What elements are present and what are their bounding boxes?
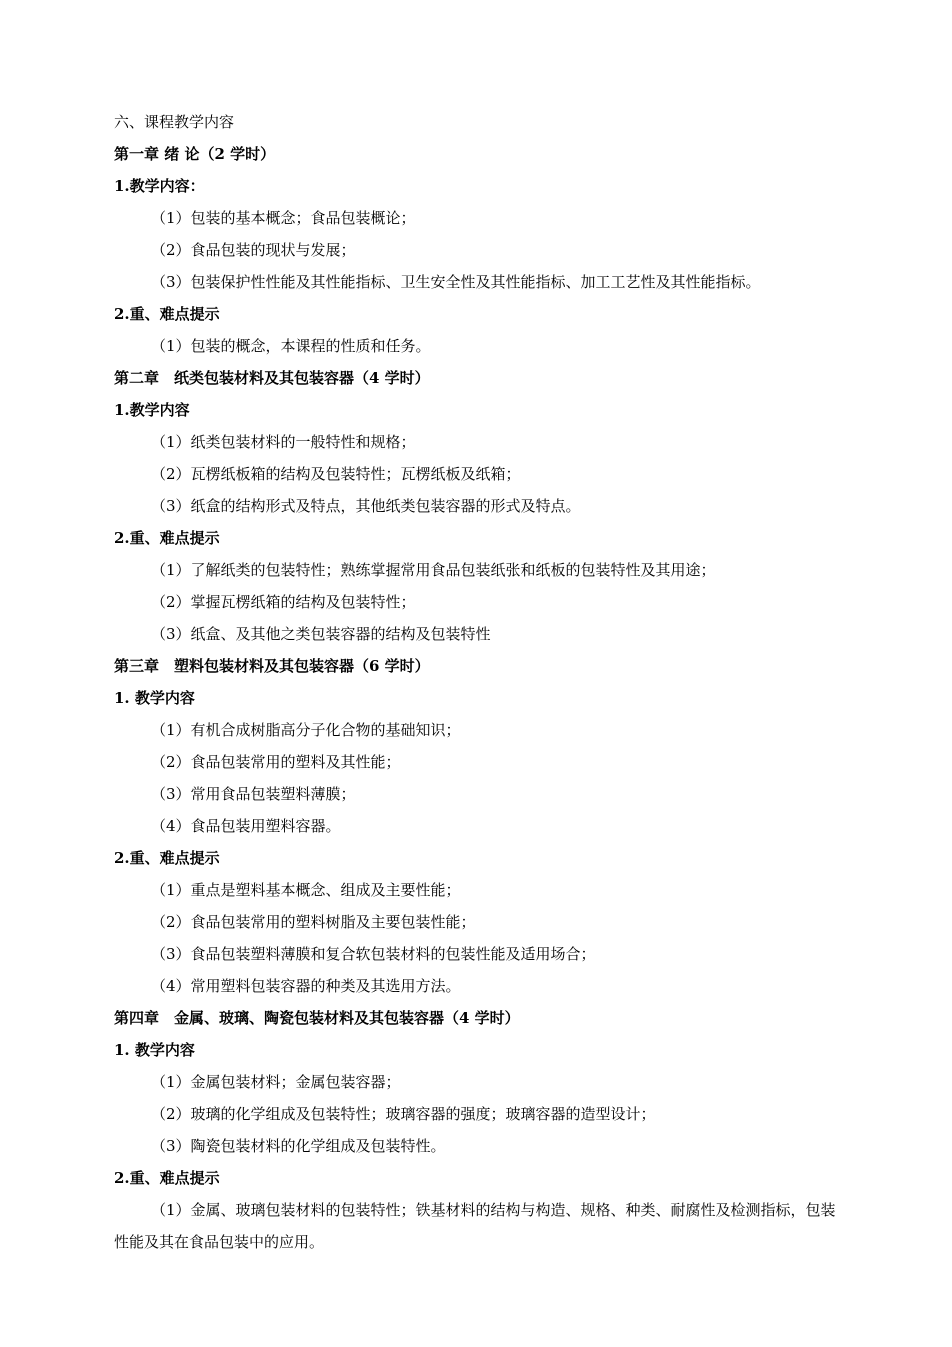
chapter-3-teaching-label: 1. 教学内容 bbox=[114, 689, 195, 707]
chapter-1-teaching-item-2: （2）食品包装的现状与发展； bbox=[151, 241, 356, 259]
chapter-3-key-label: 2.重、难点提示 bbox=[114, 849, 220, 867]
chapter-2-key-item-1: （1）了解纸类的包装特性；熟练掌握常用食品包装纸张和纸板的包装特性及其用途； bbox=[151, 561, 716, 579]
section-title: 六、课程教学内容 bbox=[114, 113, 235, 131]
chapter-3-key-item-4: （4）常用塑料包装容器的种类及其选用方法。 bbox=[151, 977, 461, 995]
chapter-2-key-item-3: （3）纸盒、及其他之类包装容器的结构及包装特性 bbox=[151, 625, 491, 643]
chapter-3-teaching-item-1: （1）有机合成树脂高分子化合物的基础知识； bbox=[151, 721, 461, 739]
chapter-4-teaching-label: 1. 教学内容 bbox=[114, 1041, 195, 1059]
chapter-1-key-item-1: （1）包装的概念，本课程的性质和任务。 bbox=[151, 337, 431, 355]
chapter-3-title: 第三章 塑料包装材料及其包装容器（6 学时） bbox=[114, 657, 430, 675]
chapter-1-teaching-item-3: （3）包装保护性性能及其性能指标、卫生安全性及其性能指标、加工工艺性及其性能指标。 bbox=[151, 273, 761, 291]
chapter-2-teaching-item-1: （1）纸类包装材料的一般特性和规格； bbox=[151, 433, 416, 451]
chapter-3-teaching-item-2: （2）食品包装常用的塑料及其性能； bbox=[151, 753, 401, 771]
chapter-2-key-label: 2.重、难点提示 bbox=[114, 529, 220, 547]
chapter-1-teaching-label: 1.教学内容： bbox=[114, 177, 205, 195]
chapter-1-title: 第一章 绪 论（2 学时） bbox=[114, 145, 276, 163]
chapter-4-title: 第四章 金属、玻璃、陶瓷包装材料及其包装容器（4 学时） bbox=[114, 1009, 520, 1027]
chapter-2-teaching-item-3: （3）纸盒的结构形式及特点，其他纸类包装容器的形式及特点。 bbox=[151, 497, 581, 515]
chapter-3-key-item-2: （2）食品包装常用的塑料树脂及主要包装性能； bbox=[151, 913, 476, 931]
chapter-2-title: 第二章 纸类包装材料及其包装容器（4 学时） bbox=[114, 369, 430, 387]
chapter-3-key-item-3: （3）食品包装塑料薄膜和复合软包装材料的包装性能及适用场合； bbox=[151, 945, 596, 963]
chapter-4-teaching-item-3: （3）陶瓷包装材料的化学组成及包装特性。 bbox=[151, 1137, 446, 1155]
chapter-4-teaching-item-2: （2）玻璃的化学组成及包装特性；玻璃容器的强度；玻璃容器的造型设计； bbox=[151, 1105, 656, 1123]
chapter-1-teaching-item-1: （1）包装的基本概念；食品包装概论； bbox=[151, 209, 416, 227]
chapter-4-teaching-item-1: （1）金属包装材料；金属包装容器； bbox=[151, 1073, 401, 1091]
chapter-3-teaching-item-4: （4）食品包装用塑料容器。 bbox=[151, 817, 341, 835]
chapter-2-teaching-item-2: （2）瓦楞纸板箱的结构及包装特性；瓦楞纸板及纸箱； bbox=[151, 465, 521, 483]
chapter-4-key-label: 2.重、难点提示 bbox=[114, 1169, 220, 1187]
chapter-3-teaching-item-3: （3）常用食品包装塑料薄膜； bbox=[151, 785, 356, 803]
chapter-2-teaching-label: 1.教学内容 bbox=[114, 401, 190, 419]
chapter-4-key-item-1: （1）金属、玻璃包装材料的包装特性；铁基材料的结构与构造、规格、种类、耐腐性及检测指标，包装性能及其在食品包装中的应用。 bbox=[114, 1201, 836, 1251]
document-content bbox=[114, 106, 842, 1258]
chapter-3-key-item-1: （1）重点是塑料基本概念、组成及主要性能； bbox=[151, 881, 461, 899]
chapter-1-key-label: 2.重、难点提示 bbox=[114, 305, 220, 323]
chapter-2-key-item-2: （2）掌握瓦楞纸箱的结构及包装特性； bbox=[151, 593, 416, 611]
